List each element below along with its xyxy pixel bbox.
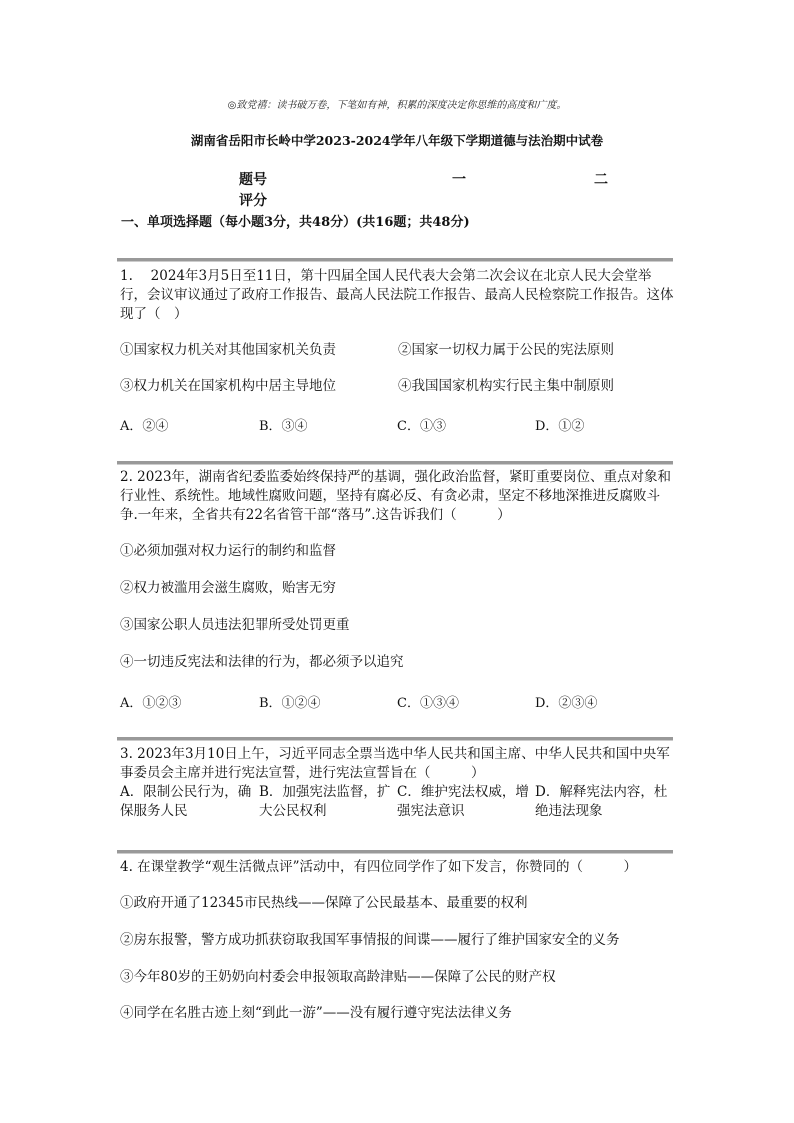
question-4-statement-4: ④同学在名胜古迹上刻“到此一游”——没有履行遵守宪法法律义务 <box>120 1005 512 1021</box>
question-1-choice-b[interactable]: B．③④ <box>259 419 308 434</box>
question-2-choice-a[interactable]: A．①②③ <box>120 696 182 711</box>
score-table-col-1: 一 <box>452 172 466 188</box>
question-divider <box>117 461 673 465</box>
score-table-col-2: 二 <box>594 172 608 188</box>
question-1-choice-a[interactable]: A．②④ <box>120 419 169 434</box>
question-4-stem: 4. 在课堂教学“观生活微点评”活动中，有四位同学作了如下发言，你赞同的（ ） <box>120 859 637 875</box>
question-4-statement-2: ②房东报警，警方成功抓获窃取我国军事情报的间谍——履行了维护国家安全的义务 <box>120 932 620 948</box>
score-table-col-label: 题号 <box>239 172 267 188</box>
header-motto: ◎致党禧：读书破万卷，下笔如有神，积累的深度决定你思维的高度和广度。 <box>227 100 567 111</box>
question-1-statement-2: ②国家一切权力属于公民的宪法原则 <box>398 342 614 358</box>
question-2-choice-d[interactable]: D．②③④ <box>535 696 598 711</box>
question-3-choice-a[interactable]: A．限制公民行为，确保服务人民 <box>120 784 252 819</box>
score-table-row-label: 评分 <box>239 193 267 209</box>
question-3-choice-d[interactable]: D．解释宪法内容，杜绝违法现象 <box>535 784 668 819</box>
question-1-stem: 1. 2024年3月5日至11日，第十四届全国人民代表大会第二次会议在北京人民大会堂举行，会议审议通过了政府工作报告、最高人民法院工作报告、最高人民检察院工作报告。这体现了（ ） <box>120 268 674 322</box>
question-2-statement-1: ①必须加强对权力运行的制约和监督 <box>120 543 336 559</box>
question-1-statement-3: ③权力机关在国家机构中居主导地位 <box>120 378 336 394</box>
question-divider <box>117 258 673 262</box>
question-1-statement-1: ①国家权力机关对其他国家机关负责 <box>120 342 336 358</box>
question-divider <box>117 850 673 854</box>
question-2-statement-3: ③国家公职人员违法犯罪所受处罚更重 <box>120 617 350 633</box>
question-divider <box>117 737 673 741</box>
page-title: 湖南省岳阳市长岭中学2023-2024学年八年级下学期道德与法治期中试卷 <box>190 133 604 148</box>
question-1-choice-d[interactable]: D．①② <box>535 419 585 434</box>
question-1-choice-c[interactable]: C．①③ <box>397 419 446 434</box>
question-4-statement-3: ③今年80岁的王奶奶向村委会申报领取高龄津贴——保障了公民的财产权 <box>120 969 556 985</box>
question-2-statement-2: ②权力被滥用会滋生腐败，贻害无穷 <box>120 580 336 596</box>
question-2-choice-c[interactable]: C．①③④ <box>397 696 459 711</box>
question-3-choice-c[interactable]: C．维护宪法权威，增强宪法意识 <box>397 784 529 819</box>
question-2-stem: 2. 2023年，湖南省纪委监委始终保持严的基调，强化政治监督，紧盯重要岗位、重点对象和行业性、系统性。地域性腐败问题，坚持有腐必反、有贪必肃，坚定不移地深推进反腐败斗争.一年来，全省共有22名省管干部“落马”.这告诉我们（ ） <box>120 469 672 523</box>
question-3-choice-b[interactable]: B．加强宪法监督，扩大公民权利 <box>259 784 391 819</box>
question-1-statement-4: ④我国国家机构实行民主集中制原则 <box>398 378 614 394</box>
question-2-statement-4: ④一切违反宪法和法律的行为，都必须予以追究 <box>120 654 404 670</box>
question-3-stem: 3. 2023年3月10日上午，习近平同志全票当选中华人民共和国主席、中华人民共和国中央军事委员会主席并进行宪法宣誓，进行宪法宣誓旨在（ ） <box>120 746 670 781</box>
question-2-choice-b[interactable]: B．①②④ <box>259 696 321 711</box>
question-4-statement-1: ①政府开通了12345市民热线——保障了公民最基本、最重要的权利 <box>120 895 528 911</box>
section-title: 一、单项选择题（每小题3分，共48分）(共16题；共48分) <box>121 215 470 230</box>
